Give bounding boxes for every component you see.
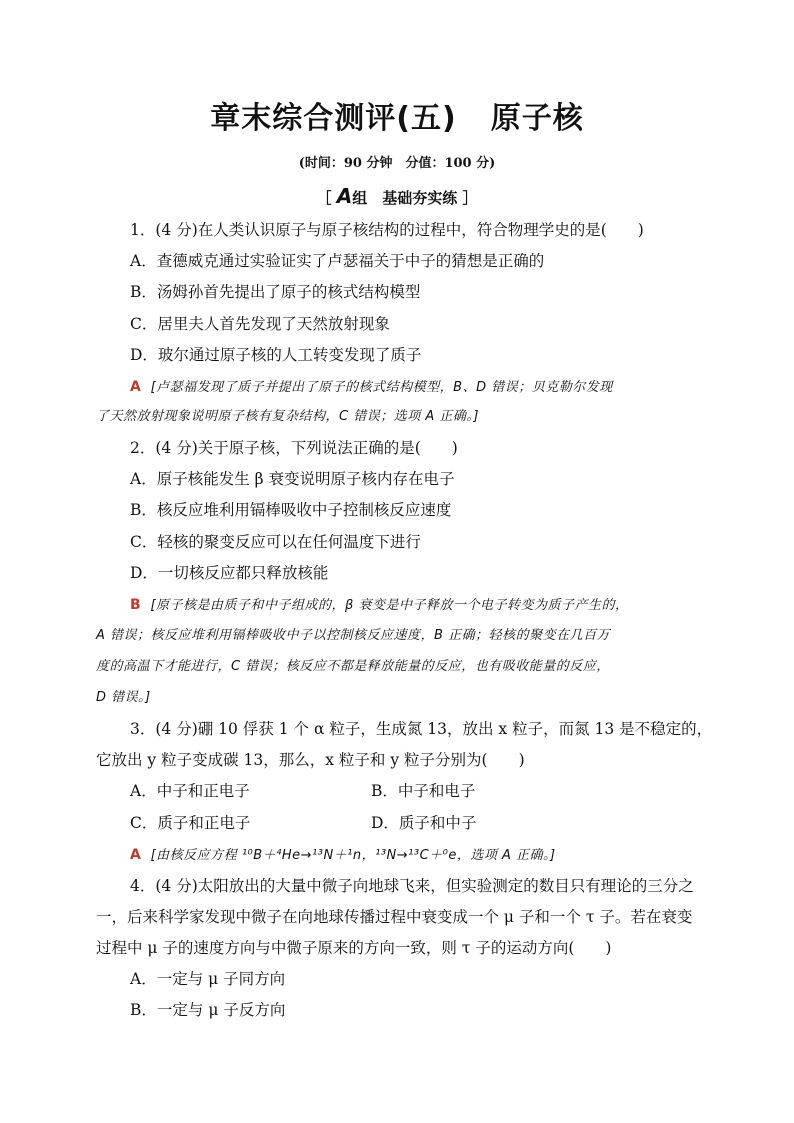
q2-explanation-line: A 错误；核反应堆利用镉棒吸收中子以控制核反应速度，B 正确；轻核的聚变在几百万	[96, 628, 611, 643]
q2-option-a: A．原子核能发生 β 衰变说明原子核内存在电子	[130, 470, 455, 488]
q1-option-d: D．玻尔通过原子核的人工转变发现了质子	[130, 346, 422, 364]
q1-option-a: A．查德威克通过实验证实了卢瑟福关于中子的猜想是正确的	[130, 252, 545, 270]
q1-answer: A [卢瑟福发现了质子并提出了原子的核式结构模型，B、D 错误；贝克勒尔发现	[130, 379, 613, 395]
q1-option-b: B．汤姆孙首先提出了原子的核式结构模型	[130, 283, 421, 301]
q3-option-d: D．质子和中子	[371, 814, 477, 832]
q1-stem: 1．(4 分)在人类认识原子与原子核结构的过程中，符合物理学史的是( )	[130, 221, 644, 239]
group-letter: A	[336, 184, 353, 208]
q1-explanation: 了天然放射现象说明原子核有复杂结构，C 错误；选项 A 正确。]	[96, 409, 479, 424]
q2-explanation-line: D 错误。]	[96, 690, 151, 705]
q4-option-b: B．一定与 μ 子反方向	[130, 1001, 286, 1019]
q2-stem: 2．(4 分)关于原子核，下列说法正确的是( )	[130, 439, 458, 457]
q1-option-c: C．居里夫人首先发现了天然放射现象	[130, 315, 390, 333]
title-topic: 原子核	[490, 101, 584, 136]
q3-answer-key: A	[130, 847, 142, 863]
page-title	[0, 93, 794, 137]
title-chapter: 章末综合测评(五)	[210, 101, 457, 136]
q3-stem: 3．(4 分)硼 10 俘获 1 个 α 粒子，生成氮 13，放出 x 粒子，而氮 13 是不稳定的，	[130, 720, 713, 738]
q2-answer-key: B	[130, 597, 142, 613]
group-heading: ［ A组 基础夯实练 ］	[316, 184, 478, 208]
q3-option-c: C．质子和正电子	[130, 814, 251, 832]
q2-explanation-line: 度的高温下才能进行，C 错误；核反应不都是释放能量的反应，也有吸收能量的反应，	[96, 659, 610, 674]
group-title: 组 基础夯实练	[352, 189, 458, 207]
q3-option-a: A．中子和正电子	[130, 782, 250, 800]
q2-answer: B [原子核是由质子和中子组成的，β 衰变是中子释放一个电子转变为质子产生的，	[130, 597, 629, 613]
q4-stem: 4．(4 分)太阳放出的大量中微子向地球飞来，但实验测定的数目只有理论的三分之	[130, 877, 694, 895]
q2-option-d: D．一切核反应都只释放核能	[130, 564, 329, 582]
q3-answer	[130, 845, 556, 866]
q2-option-b: B．核反应堆利用镉棒吸收中子控制核反应速度	[130, 501, 452, 519]
q3-stem-cont: 它放出 y 粒子变成碳 13，那么，x 粒子和 y 粒子分别为( )	[96, 751, 525, 769]
q4-stem-cont: 一，后来科学家发现中微子在向地球传播过程中衰变成一个 μ 子和一个 τ 子。若在衰变	[96, 908, 693, 926]
q2-option-c: C．轻核的聚变反应可以在任何温度下进行	[130, 533, 421, 551]
q3-explanation: [由核反应方程 ¹⁰B＋⁴He→¹³N＋¹n，¹³N→¹³C＋⁰e，选项 A 正确。]	[150, 848, 556, 863]
q4-option-a: A．一定与 μ 子同方向	[130, 970, 286, 988]
q3-option-b: B．中子和电子	[371, 782, 476, 800]
q4-stem-cont: 过程中 μ 子的速度方向与中微子原来的方向一致，则 τ 子的运动方向( )	[96, 939, 612, 957]
exam-meta: (时间：90 分钟 分值：100 分)	[298, 156, 496, 171]
q1-answer-key: A	[130, 379, 142, 395]
